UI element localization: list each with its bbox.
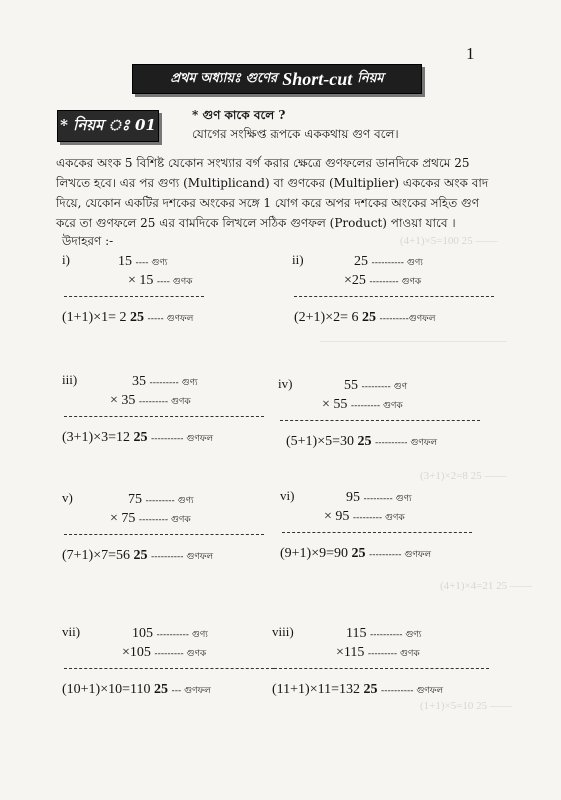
- product-tag: ---------- গুণফল: [151, 552, 214, 562]
- multiplicand-value: 15: [118, 254, 132, 269]
- multiplicand-line: [346, 490, 412, 506]
- result-value: (2+1)×2= 6: [294, 310, 359, 325]
- product-tag: --- গুণফল: [171, 686, 211, 696]
- dashed-divider: [64, 416, 264, 417]
- multiplicand-value: 115: [346, 626, 367, 641]
- multiplicand-line: [128, 492, 194, 508]
- example-block: [280, 488, 510, 588]
- product-tag: ---------গুণফল: [379, 314, 436, 324]
- result-suffix: 25: [130, 310, 145, 325]
- multiplicand-value: 25: [354, 254, 368, 269]
- result-line: [62, 682, 211, 698]
- chapter-title-suffix: নিয়ম: [357, 70, 384, 86]
- multiplier-value: ×105: [122, 645, 151, 660]
- multiplier-tag: ---- গুণক: [156, 277, 193, 287]
- product-tag: ---------- গুণফল: [369, 550, 432, 560]
- product-tag: ---------- গুণফল: [380, 686, 444, 696]
- paragraph-line: দিয়ে, যেকোন একটির দশকের অংকের সঙ্গে 1 যোগ করে অপর দশকের অংকের সহিত গুণ: [56, 196, 479, 210]
- multiplier-tag: --------- গুণক: [352, 513, 405, 523]
- multiplier-line: [322, 397, 403, 413]
- result-suffix: 25: [362, 310, 377, 325]
- multiplier-value: × 55: [322, 397, 348, 412]
- chapter-title-emphasis: Short-cut: [282, 68, 353, 89]
- multiplier-value: × 35: [110, 393, 136, 408]
- example-number: iii): [62, 372, 78, 387]
- example-block: [62, 624, 292, 724]
- multiplier-line: [336, 645, 420, 661]
- dashed-divider: [64, 668, 274, 669]
- paragraph-line: লিখতে হবে। এর পর গুণ্য (Multiplicand) বা গুণকের (Multiplier) এককের অংক বাদ: [56, 176, 489, 190]
- multiplicand-tag: --------- গুণ্য: [145, 496, 194, 506]
- multiplier-tag: --------- গুণক: [154, 649, 207, 659]
- multiplicand-tag: ---------- গুণ্য: [156, 630, 208, 640]
- page-number: 1: [466, 44, 475, 63]
- product-tag: ---------- গুণফল: [375, 438, 438, 448]
- multiplicand-value: 35: [132, 374, 146, 389]
- example-label: উদাহরণ :-: [62, 234, 114, 248]
- result-value: (9+1)×9=90: [280, 546, 349, 561]
- multiplicand-tag: --------- গুণ্য: [363, 494, 412, 504]
- dashed-divider: [280, 420, 480, 421]
- multiplier-tag: --------- গুণক: [350, 401, 403, 411]
- multiplicand-line: [118, 254, 167, 270]
- example-number: iv): [278, 376, 293, 391]
- result-line: [286, 434, 437, 450]
- multiplicand-value: 75: [128, 492, 142, 507]
- example-number: vi): [280, 488, 295, 503]
- paragraph-line: এককের অংক 5 বিশিষ্ট যেকোন সংখ্যার বর্গ করার ক্ষেত্রে গুণফলের ডানদিকে প্রথমে 25: [56, 156, 470, 170]
- multiplicand-value: 95: [346, 490, 360, 505]
- multiplier-value: × 15: [128, 273, 154, 288]
- multiplier-tag: --------- গুণক: [138, 397, 191, 407]
- example-block: [62, 252, 292, 352]
- result-suffix: 25: [363, 682, 378, 697]
- bleed-through-text: (1+1)×5=10 25 ——: [420, 700, 512, 712]
- multiplicand-value: 105: [132, 626, 153, 641]
- multiplicand-value: 55: [344, 378, 358, 393]
- paragraph-line: করে তা গুণফলে 25 এর বামদিকে লিখলে সঠিক গুণফল (Product) পাওয়া যাবে ।: [56, 216, 456, 230]
- example-number: v): [62, 490, 73, 505]
- dashed-divider: [64, 534, 264, 535]
- result-line: [280, 546, 431, 562]
- result-line: [294, 310, 435, 326]
- multiplicand-tag: ---------- গুণ্য: [369, 630, 422, 640]
- multiplicand-tag: --------- গুণ্য: [149, 378, 198, 388]
- multiplicand-tag: ---------- গুণ্য: [371, 258, 423, 268]
- multiplier-value: × 75: [110, 511, 136, 526]
- example-block: [62, 488, 295, 590]
- multiplicand-tag: --------- গুণ: [361, 382, 408, 392]
- example-number: i): [62, 252, 70, 267]
- dashed-divider: [294, 296, 494, 297]
- result-value: (5+1)×5=30: [286, 434, 355, 449]
- result-value: (10+1)×10=110: [62, 682, 151, 697]
- multiplicand-line: [344, 378, 407, 394]
- chapter-title-prefix: প্রথম অধ্যায়ঃ গুণের: [170, 70, 278, 86]
- result-value: (3+1)×3=12: [62, 430, 131, 445]
- multiplier-value: × 95: [324, 509, 350, 524]
- multiplicand-line: [354, 254, 423, 270]
- multiplier-line: [344, 273, 421, 289]
- bleed-through-text: —————————————————: [320, 335, 507, 347]
- definition-text: যোগের সংক্ষিপ্ত রূপকে এককথায় গুণ বলে।: [192, 127, 399, 141]
- rule-number-badge: * নিয়ম ঃ 01: [57, 110, 159, 142]
- result-suffix: 25: [357, 434, 372, 449]
- example-number: viii): [272, 624, 294, 639]
- multiplicand-line: [132, 626, 208, 642]
- dashed-divider: [64, 296, 204, 297]
- result-line: [62, 310, 193, 326]
- product-tag: ----- গুণফল: [147, 314, 194, 324]
- multiplier-line: [110, 511, 191, 527]
- result-value: (7+1)×7=56: [62, 548, 131, 563]
- bleed-through-text: (4+1)×5=100 25 ——: [400, 235, 498, 247]
- multiplier-line: [110, 393, 191, 409]
- example-block: [292, 252, 522, 352]
- result-suffix: 25: [351, 546, 366, 561]
- dashed-divider: [274, 668, 489, 669]
- multiplicand-line: [132, 374, 198, 390]
- example-number: ii): [292, 252, 304, 267]
- chapter-title-banner: [132, 64, 422, 94]
- result-value: (11+1)×11=132: [272, 682, 360, 697]
- dashed-divider: [282, 532, 472, 533]
- result-suffix: 25: [133, 430, 148, 445]
- bleed-through-text: (3+1)×2=8 25 ——: [420, 470, 507, 482]
- question-heading: * গুণ কাকে বলে ?: [192, 108, 286, 122]
- multiplier-tag: --------- গুণক: [138, 515, 191, 525]
- result-suffix: 25: [133, 548, 148, 563]
- multiplier-value: ×115: [336, 645, 365, 660]
- example-block: [272, 624, 502, 724]
- example-block: [62, 372, 292, 472]
- multiplicand-line: [346, 626, 421, 642]
- result-line: [62, 430, 213, 446]
- multiplicand-tag: ---- গুণ্য: [135, 258, 168, 268]
- result-suffix: 25: [154, 682, 168, 697]
- multiplier-tag: --------- গুণক: [369, 277, 422, 287]
- bleed-through-text: (4+1)×4=21 25 ——: [440, 580, 532, 592]
- multiplier-value: ×25: [344, 273, 366, 288]
- multiplier-line: [128, 273, 192, 289]
- multiplier-line: [122, 645, 206, 661]
- product-tag: ---------- গুণফল: [151, 434, 214, 444]
- result-line: [272, 682, 443, 698]
- result-line: [62, 548, 213, 564]
- multiplier-line: [324, 509, 405, 525]
- example-block: [278, 376, 508, 476]
- example-number: vii): [62, 624, 81, 639]
- result-value: (1+1)×1= 2: [62, 310, 127, 325]
- multiplier-tag: --------- গুণক: [367, 649, 420, 659]
